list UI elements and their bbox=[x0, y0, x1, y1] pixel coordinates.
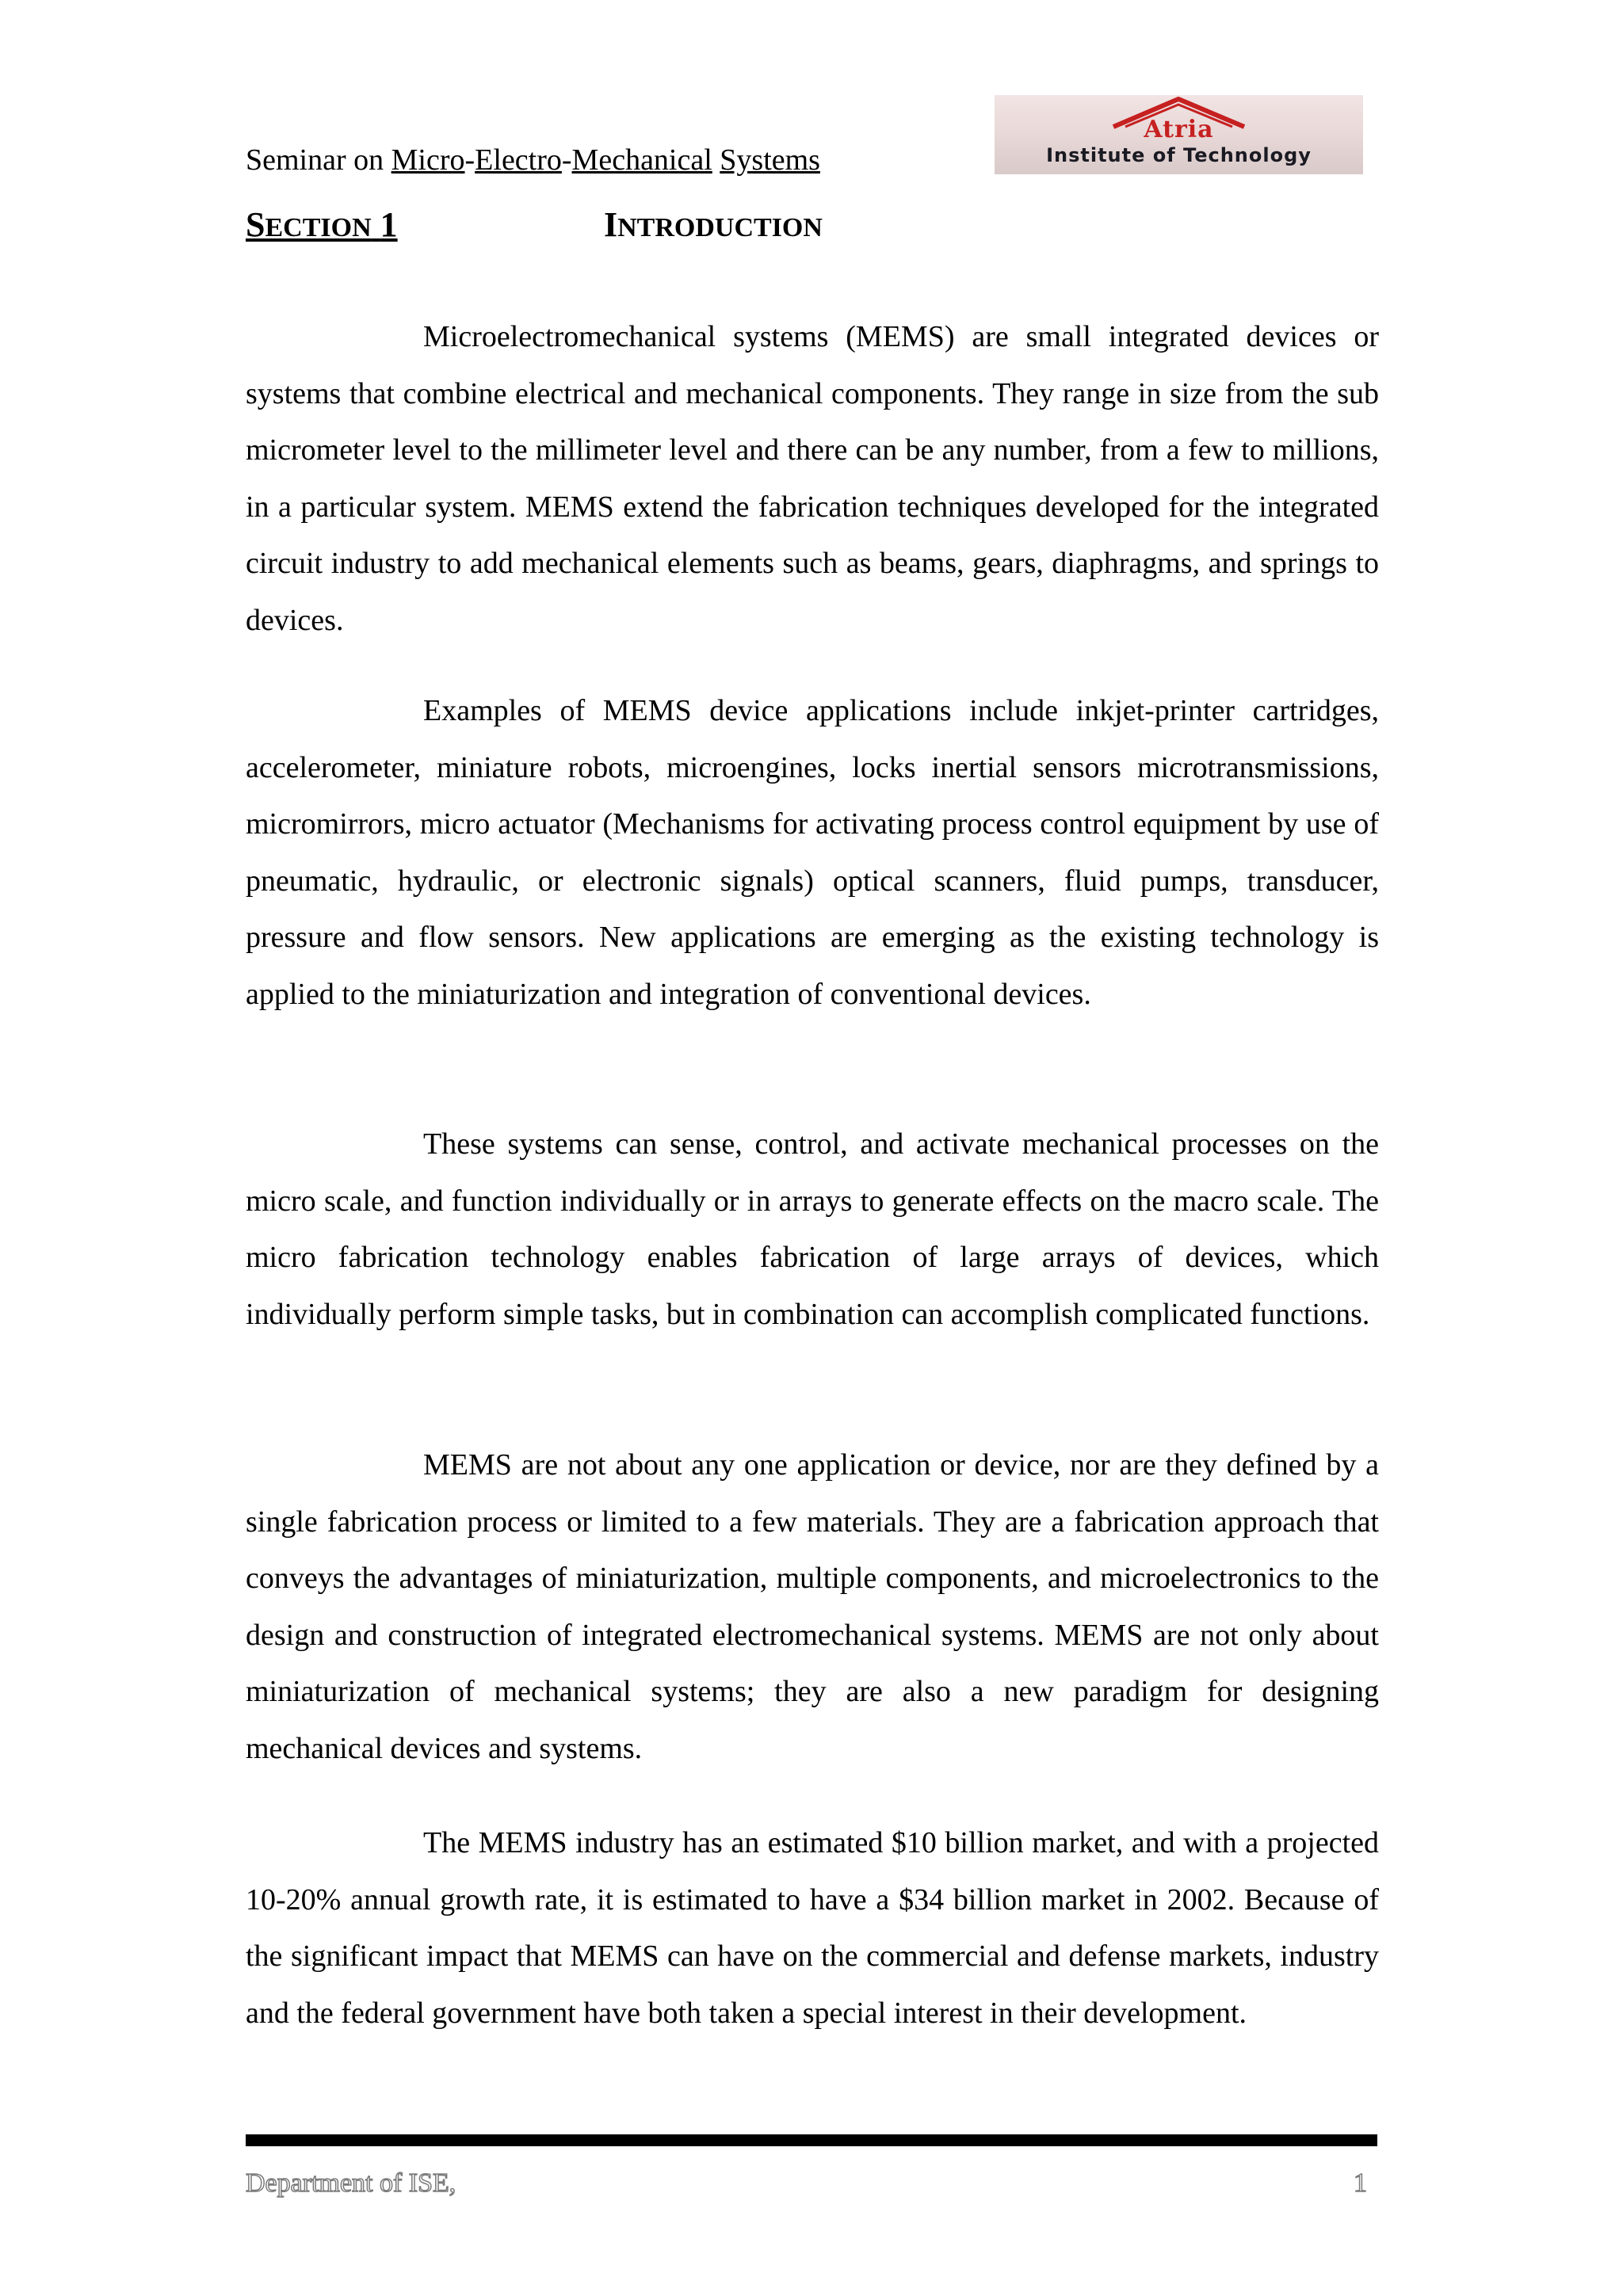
footer-rule bbox=[246, 2134, 1377, 2146]
paragraph: Microelectromechanical systems (MEMS) are small integrated devices or systems that combine electrical and mechanical components. They range in size from the sub micrometer level to the millimeter level and there can be any number, from a few to millions, in a particular system. MEMS extend the fabrication techniques developed for the integrated circuit industry to add mechanical elements such as beams, gears, diaphragms, and springs to devices. bbox=[246, 320, 1379, 637]
section-label: SECTION 1 bbox=[246, 205, 398, 244]
header-word-electro: Electro bbox=[475, 143, 562, 177]
header-word-mechanical: Mechanical bbox=[571, 143, 712, 177]
page-number: 1 bbox=[1354, 2168, 1367, 2198]
logo-top-text: Atria bbox=[1144, 116, 1214, 143]
footer-department: Department of ISE, bbox=[246, 2168, 456, 2198]
section-number: 1 bbox=[380, 205, 398, 244]
header-space bbox=[712, 143, 720, 177]
paragraph: These systems can sense, control, and activate mechanical processes on the micro scale, and function individually or in arrays to generate effects on the macro scale. The micro fabrication technology enables fabrication of large arrays of devices, which individually perform simple tasks, but in combination can accomplish complicated functions. bbox=[246, 1127, 1379, 1331]
paragraph: The MEMS industry has an estimated $10 billion market, and with a projected 10-20% annual growth rate, it is estimated to have a $34 billion market in 2002. Because of the significant impact that MEMS can have on the commercial and defense markets, industry and the federal government have both taken a special interest in their development. bbox=[246, 1826, 1379, 2030]
section-title: INTRODUCTION bbox=[604, 205, 823, 244]
header-separator: - bbox=[561, 143, 572, 177]
header-prefix: Seminar on bbox=[246, 143, 391, 177]
running-header-title bbox=[246, 141, 820, 179]
paragraph: Examples of MEMS device applications include inkjet-printer cartridges, accelerometer, miniature robots, microengines, locks inertial sensors microtransmissions, micromirrors, micro actuator (Mechanisms for activating process control equipment by use of pneumatic, hydraulic, or electronic signals) optical scanners, fluid pumps, transducer, pressure and flow sensors. New applications are emerging as the existing technology is applied to the miniaturization and integration of conventional devices. bbox=[246, 694, 1379, 1011]
header-word-micro: Micro bbox=[391, 143, 465, 177]
paragraph: MEMS are not about any one application or device, nor are they defined by a single fabrication process or limited to a few materials. They are a fabrication approach that conveys the advantages of miniaturization, multiple components, and microelectronics to the design and construction of integrated electromechanical systems. MEMS are not only about miniaturization of mechanical systems; they are also a new paradigm for designing mechanical devices and systems. bbox=[246, 1448, 1379, 1765]
header-word-systems: Systems bbox=[720, 143, 820, 177]
institute-logo bbox=[995, 95, 1363, 174]
logo-bottom-text: Institute of Technology bbox=[1046, 144, 1312, 166]
header-separator: - bbox=[464, 143, 475, 177]
